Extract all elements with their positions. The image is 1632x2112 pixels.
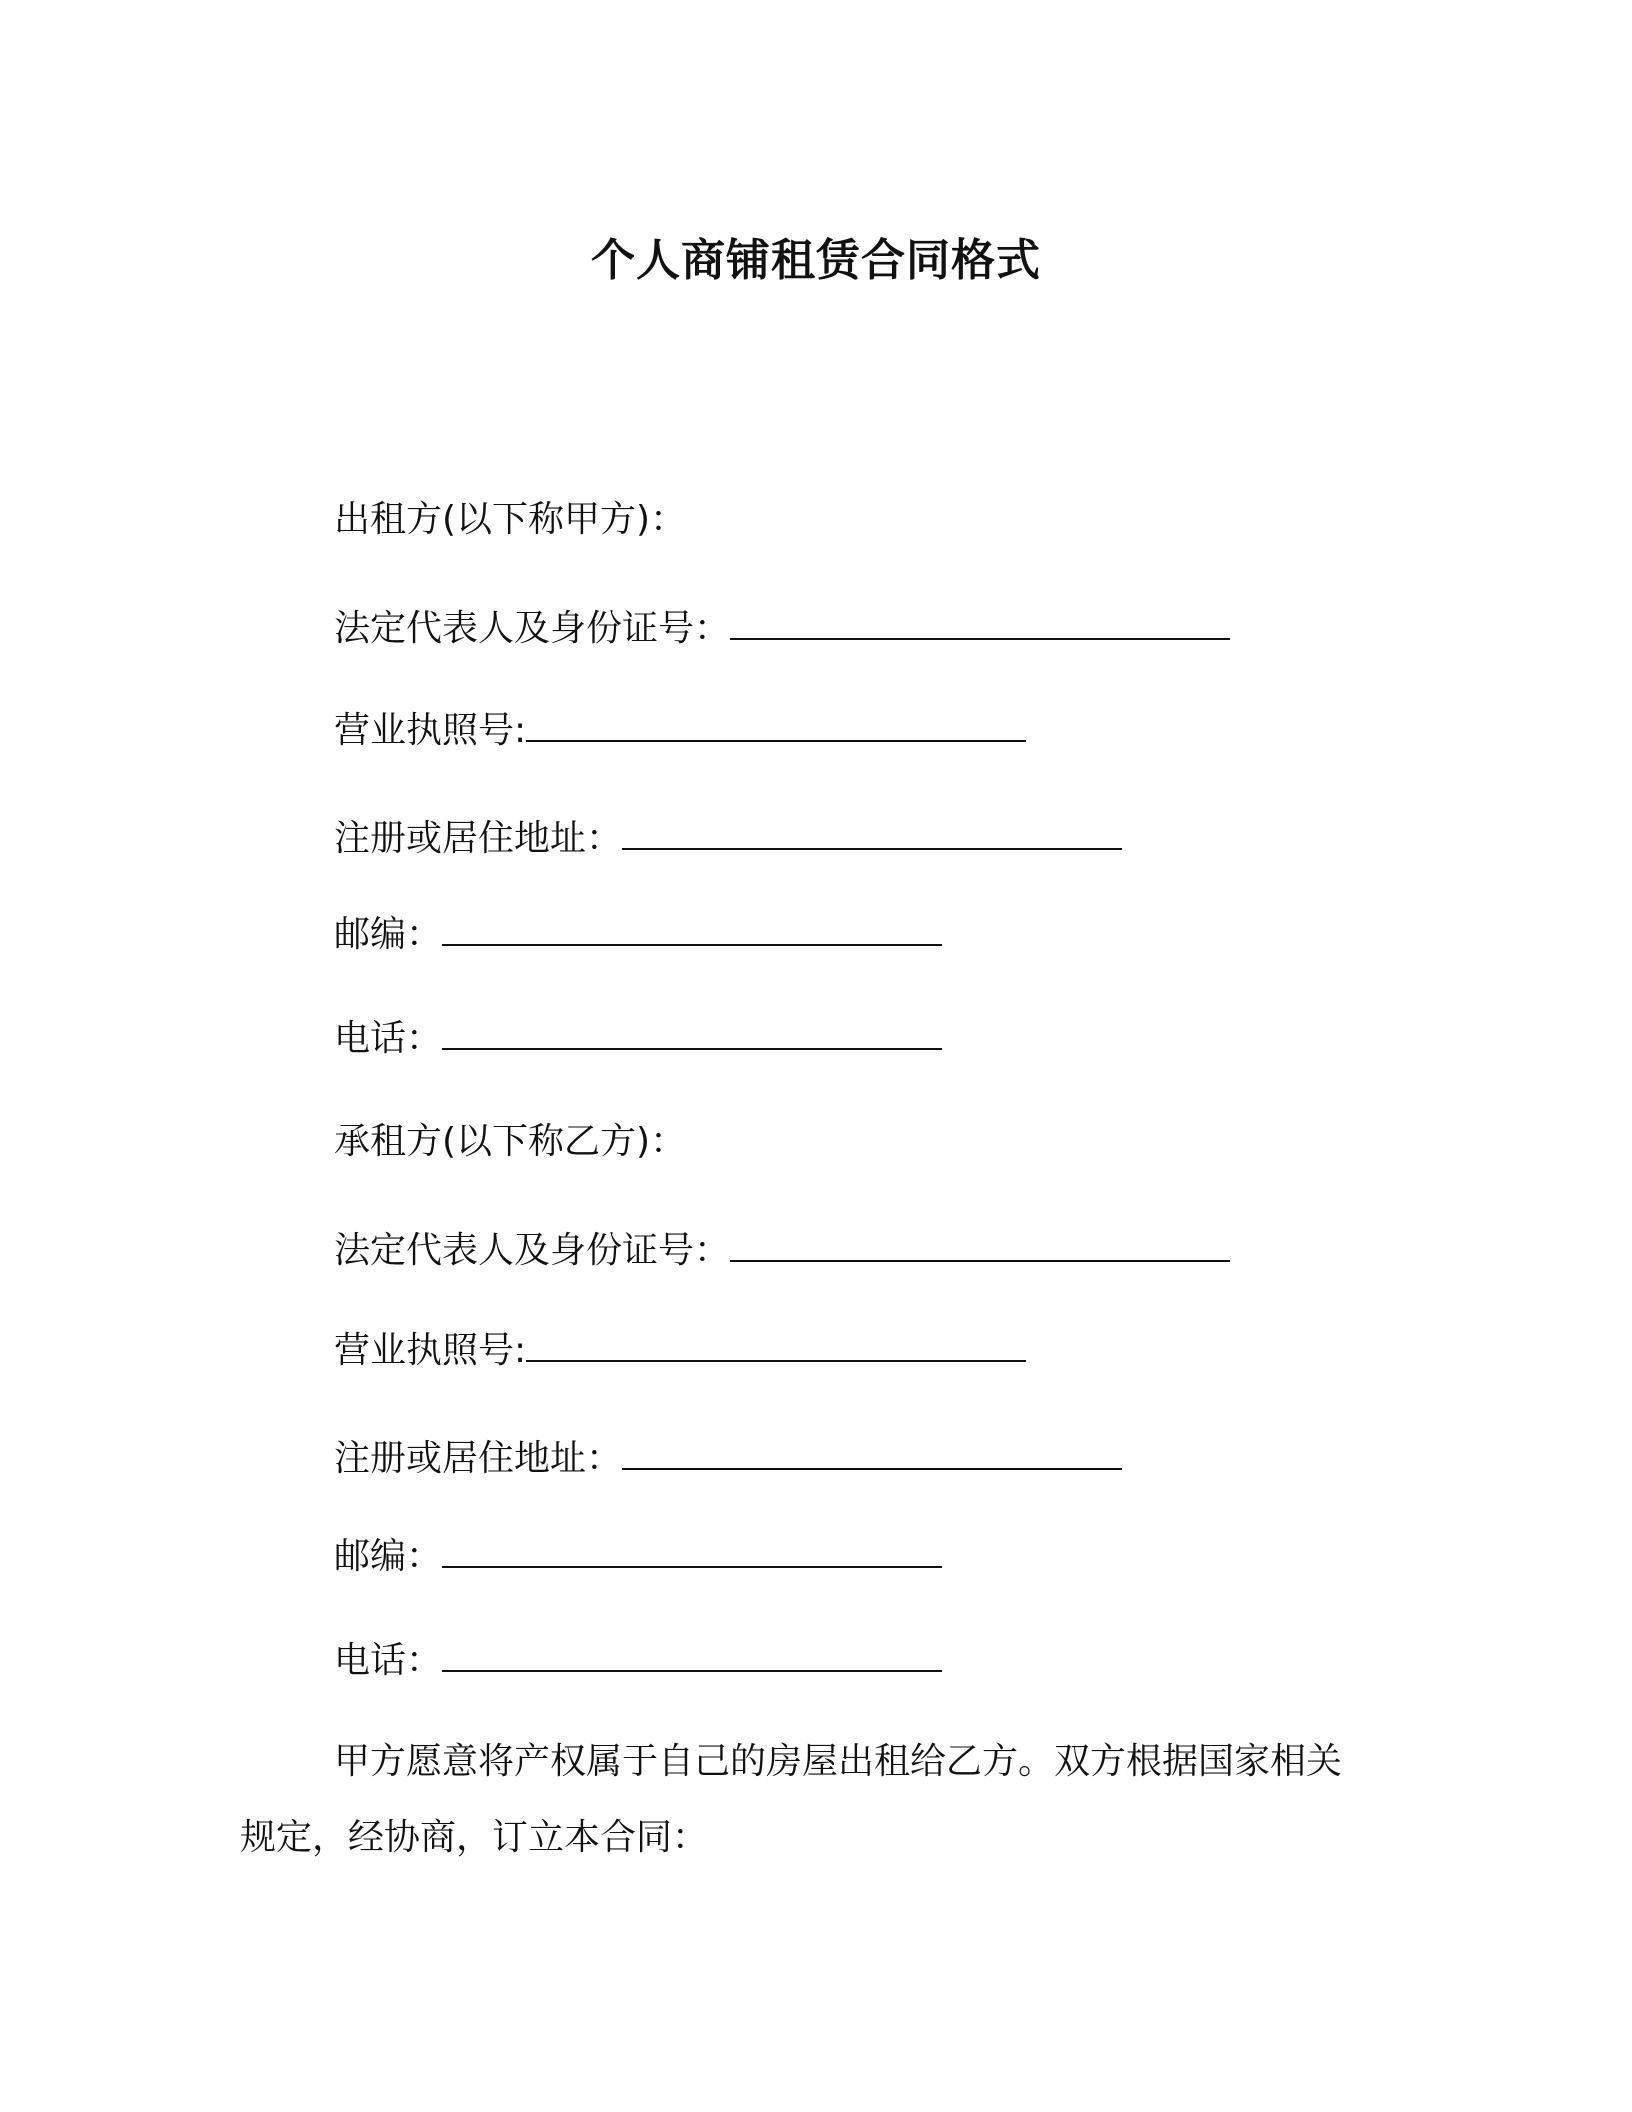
lessor-license-label: 营业执照号: [334, 710, 527, 751]
lessee-address-blank[interactable] [622, 1434, 1122, 1470]
document-title: 个人商铺租赁合同格式 [591, 235, 1041, 286]
lessee-legal-rep-label: 法定代表人及身份证号： [334, 1230, 731, 1271]
lessor-license-field [334, 706, 1026, 755]
lessor-license-blank[interactable] [526, 706, 1026, 742]
lessee-heading-label: 承租方(以下称乙方)： [334, 1121, 687, 1162]
lessor-phone-field [334, 1014, 942, 1063]
lessor-heading-label: 出租方(以下称甲方)： [334, 499, 687, 540]
intro-line-2: 规定，经协商，订立本合同： [240, 1817, 709, 1858]
lessee-legal-rep-field [334, 1226, 1230, 1275]
lessor-address-label: 注册或居住地址： [334, 818, 623, 859]
lessor-legal-rep-label: 法定代表人及身份证号： [334, 608, 731, 649]
lessee-postcode-field [334, 1532, 942, 1581]
lessee-license-label: 营业执照号: [334, 1330, 527, 1371]
lessee-postcode-blank[interactable] [442, 1532, 942, 1568]
lessor-address-field [334, 814, 1122, 863]
lessor-address-blank[interactable] [622, 814, 1122, 850]
lessee-phone-blank[interactable] [442, 1636, 942, 1672]
lessor-postcode-label: 邮编： [334, 914, 443, 955]
lessor-phone-label: 电话： [334, 1018, 443, 1059]
lessee-address-label: 注册或居住地址： [334, 1438, 623, 1479]
lessee-legal-rep-blank[interactable] [730, 1226, 1230, 1262]
lessee-address-field [334, 1434, 1122, 1483]
lessor-legal-rep-field [334, 604, 1230, 653]
intro-line-1: 甲方愿意将产权属于自己的房屋出租给乙方。双方根据国家相关 [334, 1741, 1343, 1782]
lessee-phone-label: 电话： [334, 1640, 443, 1681]
lessor-postcode-blank[interactable] [442, 910, 942, 946]
lessee-postcode-label: 邮编： [334, 1536, 443, 1577]
lessor-heading [334, 496, 686, 544]
lessor-postcode-field [334, 910, 942, 959]
lessee-license-field [334, 1326, 1026, 1375]
lessor-legal-rep-blank[interactable] [730, 604, 1230, 640]
lessee-license-blank[interactable] [526, 1326, 1026, 1362]
lessee-phone-field [334, 1636, 942, 1685]
lessee-heading [334, 1118, 686, 1166]
lessor-phone-blank[interactable] [442, 1014, 942, 1050]
intro-paragraph [240, 1738, 1380, 1862]
